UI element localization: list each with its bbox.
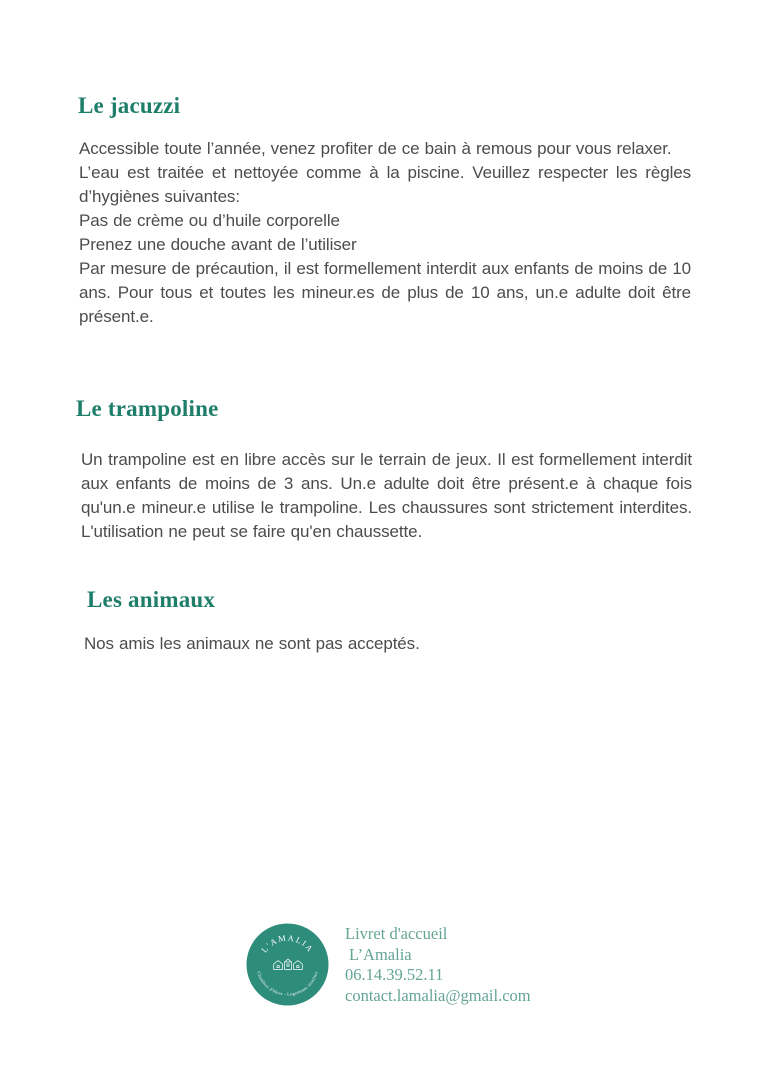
section-body-trampoline (81, 448, 692, 544)
section-body-animaux (84, 632, 696, 656)
section-title-trampoline: Le trampoline (76, 396, 219, 421)
paragraph: Accessible toute l’année, venez profiter de ce bain à remous pour vous relaxer. (79, 139, 672, 158)
paragraph: Nos amis les animaux ne sont pas acceptés. (84, 634, 420, 653)
section-title-jacuzzi: Le jacuzzi (78, 93, 181, 118)
contact-block (345, 923, 531, 1006)
lamalia-logo (246, 923, 329, 1006)
section-body-jacuzzi (79, 137, 691, 329)
page-footer (246, 923, 531, 1006)
footer-phone-number: 06.14.39.52.11 (345, 965, 444, 984)
footer-property-name: L’Amalia (349, 944, 412, 964)
paragraph: Prenez une douche avant de l’utiliser (79, 235, 357, 254)
paragraph: L’eau est traitée et nettoyée comme à la piscine. Veuillez respecter les règles d’hygiènes suivantes: (79, 163, 691, 206)
footer-booklet-title: Livret d'accueil (345, 924, 448, 943)
paragraph: Un trampoline est en libre accès sur le terrain de jeux. Il est formellement interdit aux enfants de moins de 3 ans. Un.e adulte doit être présent.e à chaque fois qu'un.e mineur.e utilise le trampoline. Les chaussures sont strictement interdites. L'utilisation ne peut se faire qu'en chaussette. (81, 450, 692, 541)
logo-arc-bottom-text: Chambres d'hôtes - Logements insolites (256, 970, 319, 997)
paragraph: Pas de crème ou d’huile corporelle (79, 211, 340, 230)
section-title-animaux: Les animaux (87, 587, 216, 612)
footer-email: contact.lamalia@gmail.com (345, 985, 531, 1005)
paragraph: Par mesure de précaution, il est formellement interdit aux enfants de moins de 10 ans. Pour tous et toutes les mineur.es de plus de 10 ans, un.e adulte doit être présent.e. (79, 259, 691, 326)
logo-arc-top-text: L'AMALIA (259, 933, 316, 955)
